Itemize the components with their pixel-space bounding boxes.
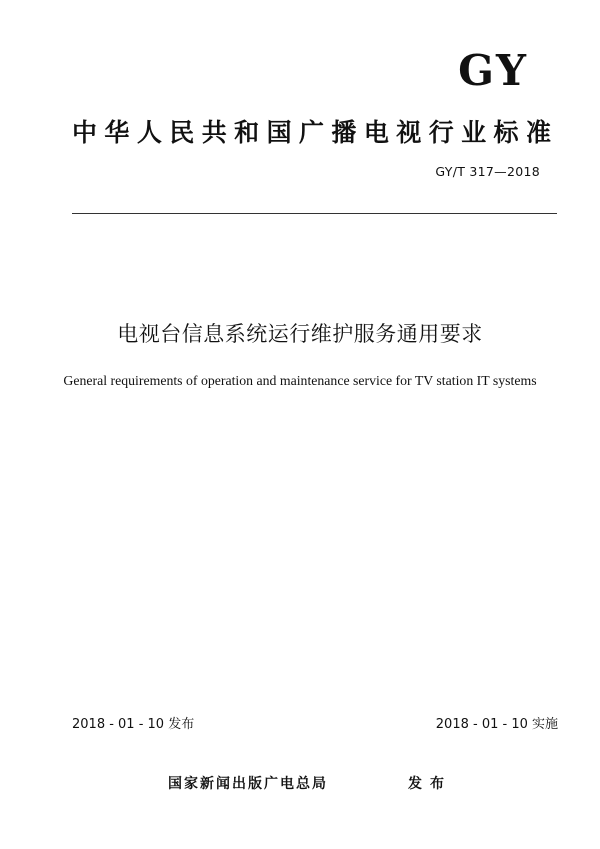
header-divider: [72, 213, 557, 214]
publish-label: 发布: [408, 776, 452, 792]
implementation-date: 2018 - 01 - 10 实施: [435, 717, 558, 732]
document-title-en: General requirements of operation and maintenance service for TV station IT systems: [63, 373, 537, 388]
document-title-zh: 电视台信息系统运行维护服务通用要求: [117, 322, 483, 346]
issue-date: 2018 - 01 - 10 发布: [72, 717, 195, 732]
industry-standard-title: 中华人民共和国广播电视行业标准: [72, 118, 557, 147]
standard-number: GY/T 317—2018: [435, 164, 540, 179]
gy-standard-logo: GY: [458, 46, 528, 95]
issuing-authority: 国家新闻出版广电总局: [168, 776, 328, 792]
